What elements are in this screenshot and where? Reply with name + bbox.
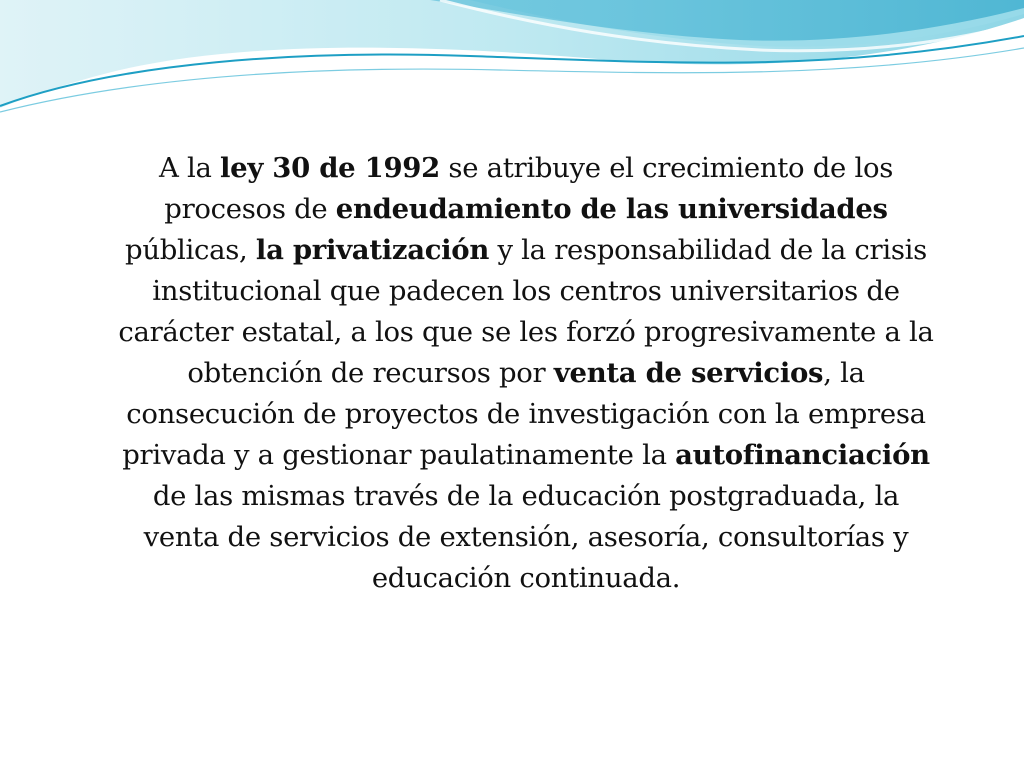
text-segment-bold: ley 30 de 1992 [220,152,440,184]
body-paragraph [118,148,934,599]
text-segment-bold: la privatización [255,234,490,266]
text-segment-bold: autofinanciación [675,439,930,471]
text-segment: y la responsabilidad de la crisis institucional que padecen los centros universitarios de carácter estatal, a los que se les forzó progresivamente a la obtención de recursos por [118,234,934,389]
text-segment: públicas, [125,234,256,266]
text-segment: , la consecución de proyectos de investigación con la empresa privada y a gestionar paulatinamente la [122,357,926,471]
text-segment: se atribuye el crecimiento de los procesos de [164,152,894,225]
decorative-wave-header [0,0,1024,120]
text-segment-bold: venta de servicios [553,357,824,389]
text-segment: A la [158,152,220,184]
text-segment: de las mismas través de la educación postgraduada, la venta de servicios de extensión, asesoría, consultorías y educación continuada. [143,480,909,594]
text-segment-bold: endeudamiento de las universidades [335,193,888,225]
